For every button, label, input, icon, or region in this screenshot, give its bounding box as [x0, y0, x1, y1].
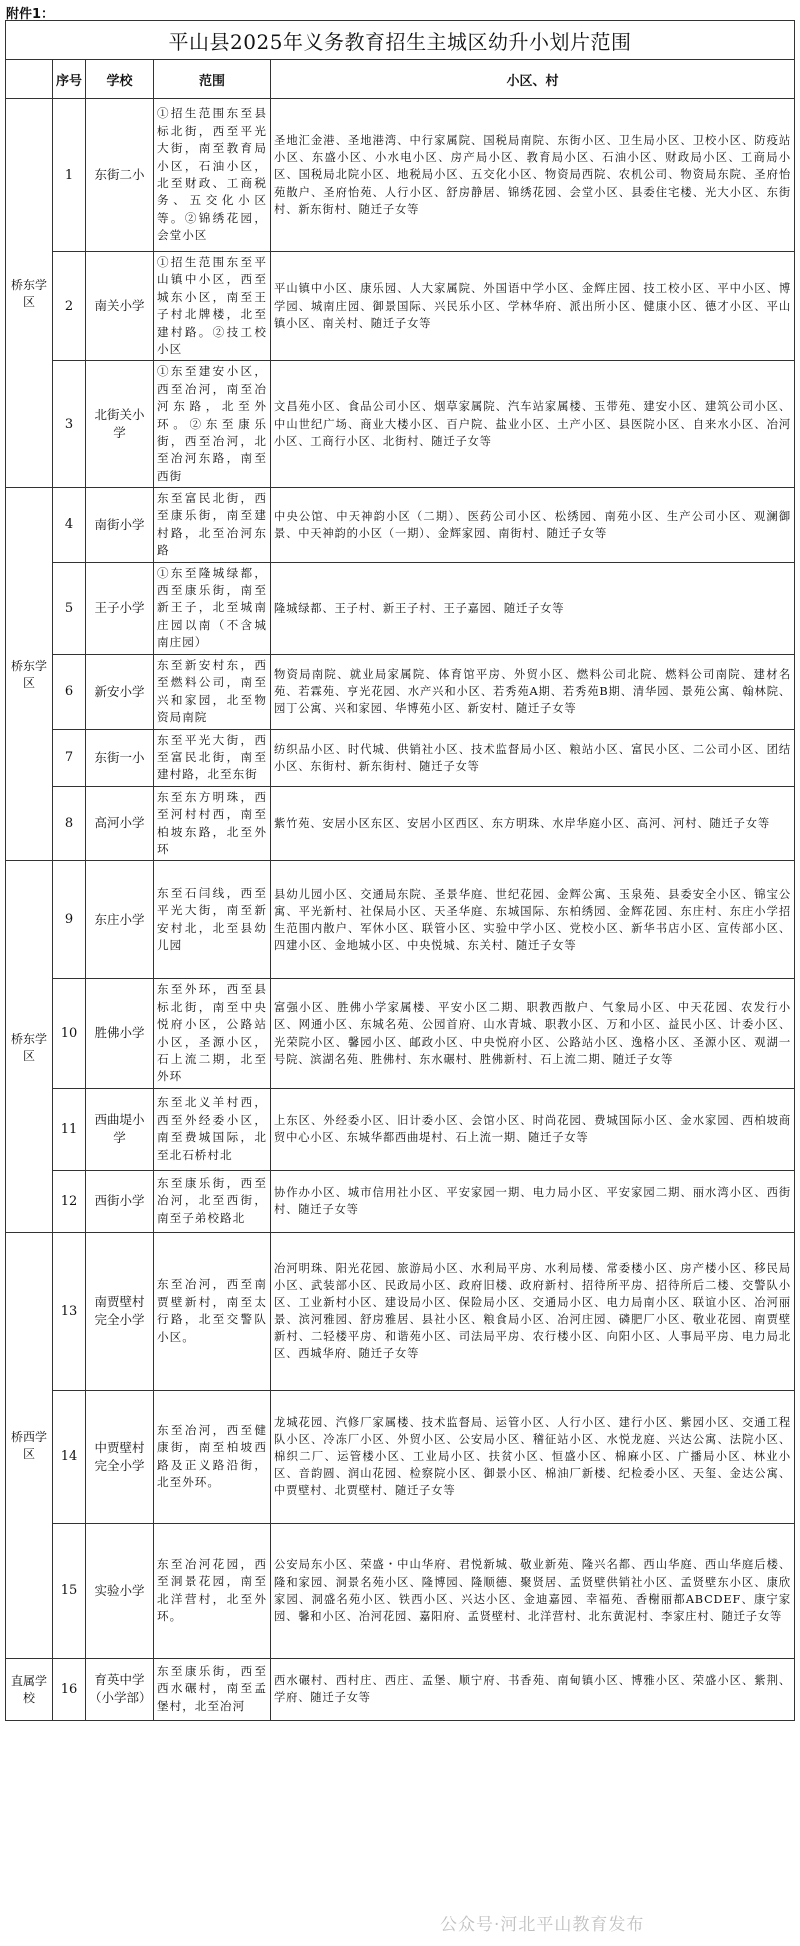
range-cell: 东至康乐街，西至冶河，北至西街，南至子弟校路北 — [154, 1170, 271, 1232]
district-cell: 桥西学区 — [6, 1232, 53, 1658]
header-district — [6, 60, 53, 99]
residences-cell: 紫竹苑、安居小区东区、安居小区西区、东方明珠、水岸华庭小区、高河、河村、随迁子女等 — [271, 786, 795, 861]
school-cell: 胜佛小学 — [86, 979, 154, 1088]
table-row — [6, 1232, 795, 1390]
range-cell: ①招生范围东至县标北街，西至平光大街，南至教育局小区，石油小区，北至财政、工商税务、五交化小区等。②锦绣花园，会堂小区 — [154, 99, 271, 252]
school-cell: 南贾壁村完全小学 — [86, 1232, 154, 1390]
range-cell: ①招生范围东至平山镇中小区，西至城东小区，南至王子村北牌楼，北至建村路。②技工校小区 — [154, 252, 271, 361]
residences-cell: 西水碾村、西村庄、西庄、孟堡、顺宁府、书香苑、南甸镇小区、博雅小区、荣盛小区、紫荆、学府、随迁子女等 — [271, 1658, 795, 1720]
school-cell: 东庄小学 — [86, 861, 154, 979]
seq-cell: 2 — [53, 252, 86, 361]
residences-cell: 物资局南院、就业局家属院、体育馆平房、外贸小区、燃料公司北院、燃料公司南院、建材名苑、若霖苑、亨光花园、水产兴和小区、若秀苑A期、若秀苑B期、清华园、景苑公寓、翰林院、园丁公寓、兴和家园、华博苑小区、新安村、随迁子女等 — [271, 654, 795, 729]
range-cell: 东至冶河，西至健康街，南至柏坡西路及正义路沿街，北至外环。 — [154, 1390, 271, 1523]
school-cell: 东街一小 — [86, 729, 154, 786]
seq-cell: 4 — [53, 488, 86, 563]
table-row — [6, 979, 795, 1088]
seq-cell: 16 — [53, 1658, 86, 1720]
range-cell: 东至富民北街，西至康乐街，南至建村路，北至冶河东路 — [154, 488, 271, 563]
school-cell: 北街关小学 — [86, 361, 154, 488]
school-cell: 南街小学 — [86, 488, 154, 563]
district-cell: 桥东学区 — [6, 99, 53, 488]
range-cell: ①东至隆城绿都，西至康乐街，南至新王子，北至城南庄园以南（不含城南庄园） — [154, 562, 271, 654]
seq-cell: 12 — [53, 1170, 86, 1232]
header-residences: 小区、村 — [271, 60, 795, 99]
table-row — [6, 99, 795, 252]
table-row — [6, 1658, 795, 1720]
table-row — [6, 1088, 795, 1170]
range-cell: 东至外环，西至县标北街，南至中央悦府小区，公路站小区，圣源小区，石上流二期，北至外环 — [154, 979, 271, 1088]
table-row — [6, 252, 795, 361]
range-cell: 东至东方明珠，西至河村村西，南至柏坡东路，北至外环 — [154, 786, 271, 861]
seq-cell: 8 — [53, 786, 86, 861]
residences-cell: 公安局东小区、荣盛・中山华府、君悦新城、敬业新苑、隆兴名都、西山华庭、西山华庭后楼、隆和家园、洞景名苑小区、隆博园、隆顺德、聚贤居、孟贤壁供销社小区、孟贤壁东小区、康欣家园、洞盛名苑小区、铁西小区、兴达小区、金迪嘉园、幸福苑、香榭丽都ABCDEF、康宁家园、馨和小区、冶河花园、嘉阳府、孟贤壁村、北洋营村、北东黄泥村、李家庄村、随迁子女等 — [271, 1523, 795, 1658]
range-cell: 东至冶河花园，西至洞景花园，南至北洋营村，北至外环。 — [154, 1523, 271, 1658]
residences-cell: 圣地汇金港、圣地港湾、中行家属院、国税局南院、东街小区、卫生局小区、卫校小区、防疫站小区、东盛小区、小水电小区、房产局小区、教育局小区、石油小区、财政局小区、工商局小区、国税局北院小区、地税局小区、五交化小区、物资局西院、农机公司、物资局东院、圣府怡苑散户、圣府怡苑、人行小区、舒房静居、锦绣花园、会堂小区、县委住宅楼、光大小区、东街村、新东街村、随迁子女等 — [271, 99, 795, 252]
seq-cell: 1 — [53, 99, 86, 252]
table-row — [6, 361, 795, 488]
document-title: 平山县2025年义务教育招生主城区幼升小划片范围 — [6, 21, 795, 60]
school-cell: 新安小学 — [86, 654, 154, 729]
seq-cell: 3 — [53, 361, 86, 488]
enrollment-zoning-table — [5, 20, 795, 1721]
residences-cell: 中央公馆、中天神韵小区（二期）、医药公司小区、松绣园、南苑小区、生产公司小区、观澜御景、中天神韵的小区（一期）、金辉家园、南街村、随迁子女等 — [271, 488, 795, 563]
residences-cell: 隆城绿都、王子村、新王子村、王子嘉园、随迁子女等 — [271, 562, 795, 654]
range-cell: ①东至建安小区，西至冶河，南至冶河东路，北至外环。②东至康乐街，西至冶河，北至冶河东路，南至西街 — [154, 361, 271, 488]
table-row — [6, 1170, 795, 1232]
header-row — [6, 60, 795, 99]
seq-cell: 5 — [53, 562, 86, 654]
school-cell: 高河小学 — [86, 786, 154, 861]
school-cell: 南关小学 — [86, 252, 154, 361]
table-row — [6, 729, 795, 786]
table-row — [6, 1390, 795, 1523]
seq-cell: 10 — [53, 979, 86, 1088]
range-cell: 东至冶河，西至南贾壁新村，南至太行路，北至交警队小区。 — [154, 1232, 271, 1390]
seq-cell: 7 — [53, 729, 86, 786]
seq-cell: 11 — [53, 1088, 86, 1170]
attachment-label: 附件1： — [6, 7, 55, 22]
header-seq: 序号 — [53, 60, 86, 99]
header-school: 学校 — [86, 60, 154, 99]
range-cell: 东至康乐街，西至西水碾村，南至孟堡村，北至冶河 — [154, 1658, 271, 1720]
district-cell: 桥东学区 — [6, 861, 53, 1232]
residences-cell: 龙城花园、汽修厂家属楼、技术监督局、运管小区、人行小区、建行小区、紫园小区、交通工程队小区、冷冻厂小区、外贸小区、公安局小区、稽征站小区、水悦龙庭、兴达公寓、法院小区、棉织二厂、运管楼小区、工业局小区、扶贫小区、恒盛小区、棉麻小区、广播局小区、林业小区、音韵圆、润山花园、检察院小区、御景小区、棉油厂新楼、纪检委小区、天玺、金达公寓、中贾壁村、北贾壁村、随迁子女等 — [271, 1390, 795, 1523]
range-cell: 东至新安村东，西至燃料公司，南至兴和家园，北至物资局南院 — [154, 654, 271, 729]
seq-cell: 6 — [53, 654, 86, 729]
seq-cell: 14 — [53, 1390, 86, 1523]
school-cell: 西曲堤小学 — [86, 1088, 154, 1170]
residences-cell: 平山镇中小区、康乐园、人大家属院、外国语中学小区、金辉庄园、技工校小区、平中小区、博学园、城南庄园、御景国际、兴民乐小区、学林华府、派出所小区、健康小区、德才小区、平山镇小区、南关村、随迁子女等 — [271, 252, 795, 361]
range-cell: 东至平光大街，西至富民北街，南至建村路，北至东街 — [154, 729, 271, 786]
table-row — [6, 654, 795, 729]
table-row — [6, 861, 795, 979]
residences-cell: 协作办小区、城市信用社小区、平安家园一期、电力局小区、平安家园二期、丽水湾小区、西街村、随迁子女等 — [271, 1170, 795, 1232]
school-cell: 育英中学（小学部） — [86, 1658, 154, 1720]
enrollment-table-wrapper — [5, 20, 794, 1721]
table-row — [6, 1523, 795, 1658]
seq-cell: 13 — [53, 1232, 86, 1390]
table-row — [6, 562, 795, 654]
header-range: 范围 — [154, 60, 271, 99]
residences-cell: 上东区、外经委小区、旧计委小区、会馆小区、时尚花园、费城国际小区、金水家园、西柏坡商贸中心小区、东城华都西曲堤村、石上流一期、随迁子女等 — [271, 1088, 795, 1170]
school-cell: 中贾壁村完全小学 — [86, 1390, 154, 1523]
title-row — [6, 21, 795, 60]
school-cell: 王子小学 — [86, 562, 154, 654]
residences-cell: 县幼儿园小区、交通局东院、圣景华庭、世纪花园、金辉公寓、玉泉苑、县委安全小区、锦宝公寓、平光新村、社保局小区、天圣华庭、东城国际、东柏绣园、金辉花园、东庄村、东庄小学招生范围内散户、军休小区、联管小区、实验中学小区、党校小区、新华书店小区、宣传部小区、四建小区、金地城小区、中央悦城、东关村、随迁子女等 — [271, 861, 795, 979]
range-cell: 东至石闫线，西至平光大街，南至新安村北，北至县幼儿园 — [154, 861, 271, 979]
residences-cell: 纺织品小区、时代城、供销社小区、技术监督局小区、粮站小区、富民小区、二公司小区、团结小区、东街村、新东街村、随迁子女等 — [271, 729, 795, 786]
seq-cell: 9 — [53, 861, 86, 979]
school-cell: 实验小学 — [86, 1523, 154, 1658]
district-cell: 直属学校 — [6, 1658, 53, 1720]
table-row — [6, 786, 795, 861]
school-cell: 东街二小 — [86, 99, 154, 252]
table-row — [6, 488, 795, 563]
residences-cell: 富强小区、胜佛小学家属楼、平安小区二期、职教西散户、气象局小区、中天花园、农发行小区、网通小区、东城名苑、公园首府、山水青城、职教小区、万和小区、益民小区、计委小区、光荣院小区、馨园小区、邮政小区、中央悦府小区、公路站小区、逸格小区、圣源小区、观湖一号院、滨湖名苑、胜佛村、东水碾村、胜佛新村、石上流二期、随迁子女等 — [271, 979, 795, 1088]
school-cell: 西街小学 — [86, 1170, 154, 1232]
range-cell: 东至北义羊村西，西至外经委小区，南至费城国际，北至北石桥村北 — [154, 1088, 271, 1170]
district-cell: 桥东学区 — [6, 488, 53, 861]
watermark: 公众号·河北平山教育发布 — [440, 1915, 645, 1935]
residences-cell: 文昌苑小区、食品公司小区、烟草家属院、汽车站家属楼、玉带苑、建安小区、建筑公司小区、中山世纪广场、商业大楼小区、百户院、盐业小区、土产小区、县医院小区、自来水小区、冶河小区、工商行小区、北街村、随迁子女等 — [271, 361, 795, 488]
seq-cell: 15 — [53, 1523, 86, 1658]
residences-cell: 冶河明珠、阳光花园、旅游局小区、水利局平房、水利局楼、常委楼小区、房产楼小区、移民局小区、武装部小区、民政局小区、政府旧楼、政府新村、招待所平房、招待所后二楼、交警队小区、工业新村小区、建设局小区、保险局小区、交通局小区、电力局南小区、联谊小区、冶河丽景、滨河雅园、舒房雅居、县社小区、粮食局小区、冶河庄园、磷肥厂小区、敬业花园、南贾壁新村、二轻楼平房、和谐苑小区、司法局平房、农行楼小区、向阳小区、人事局平房、电力局北区、西城华府、随迁子女等 — [271, 1232, 795, 1390]
